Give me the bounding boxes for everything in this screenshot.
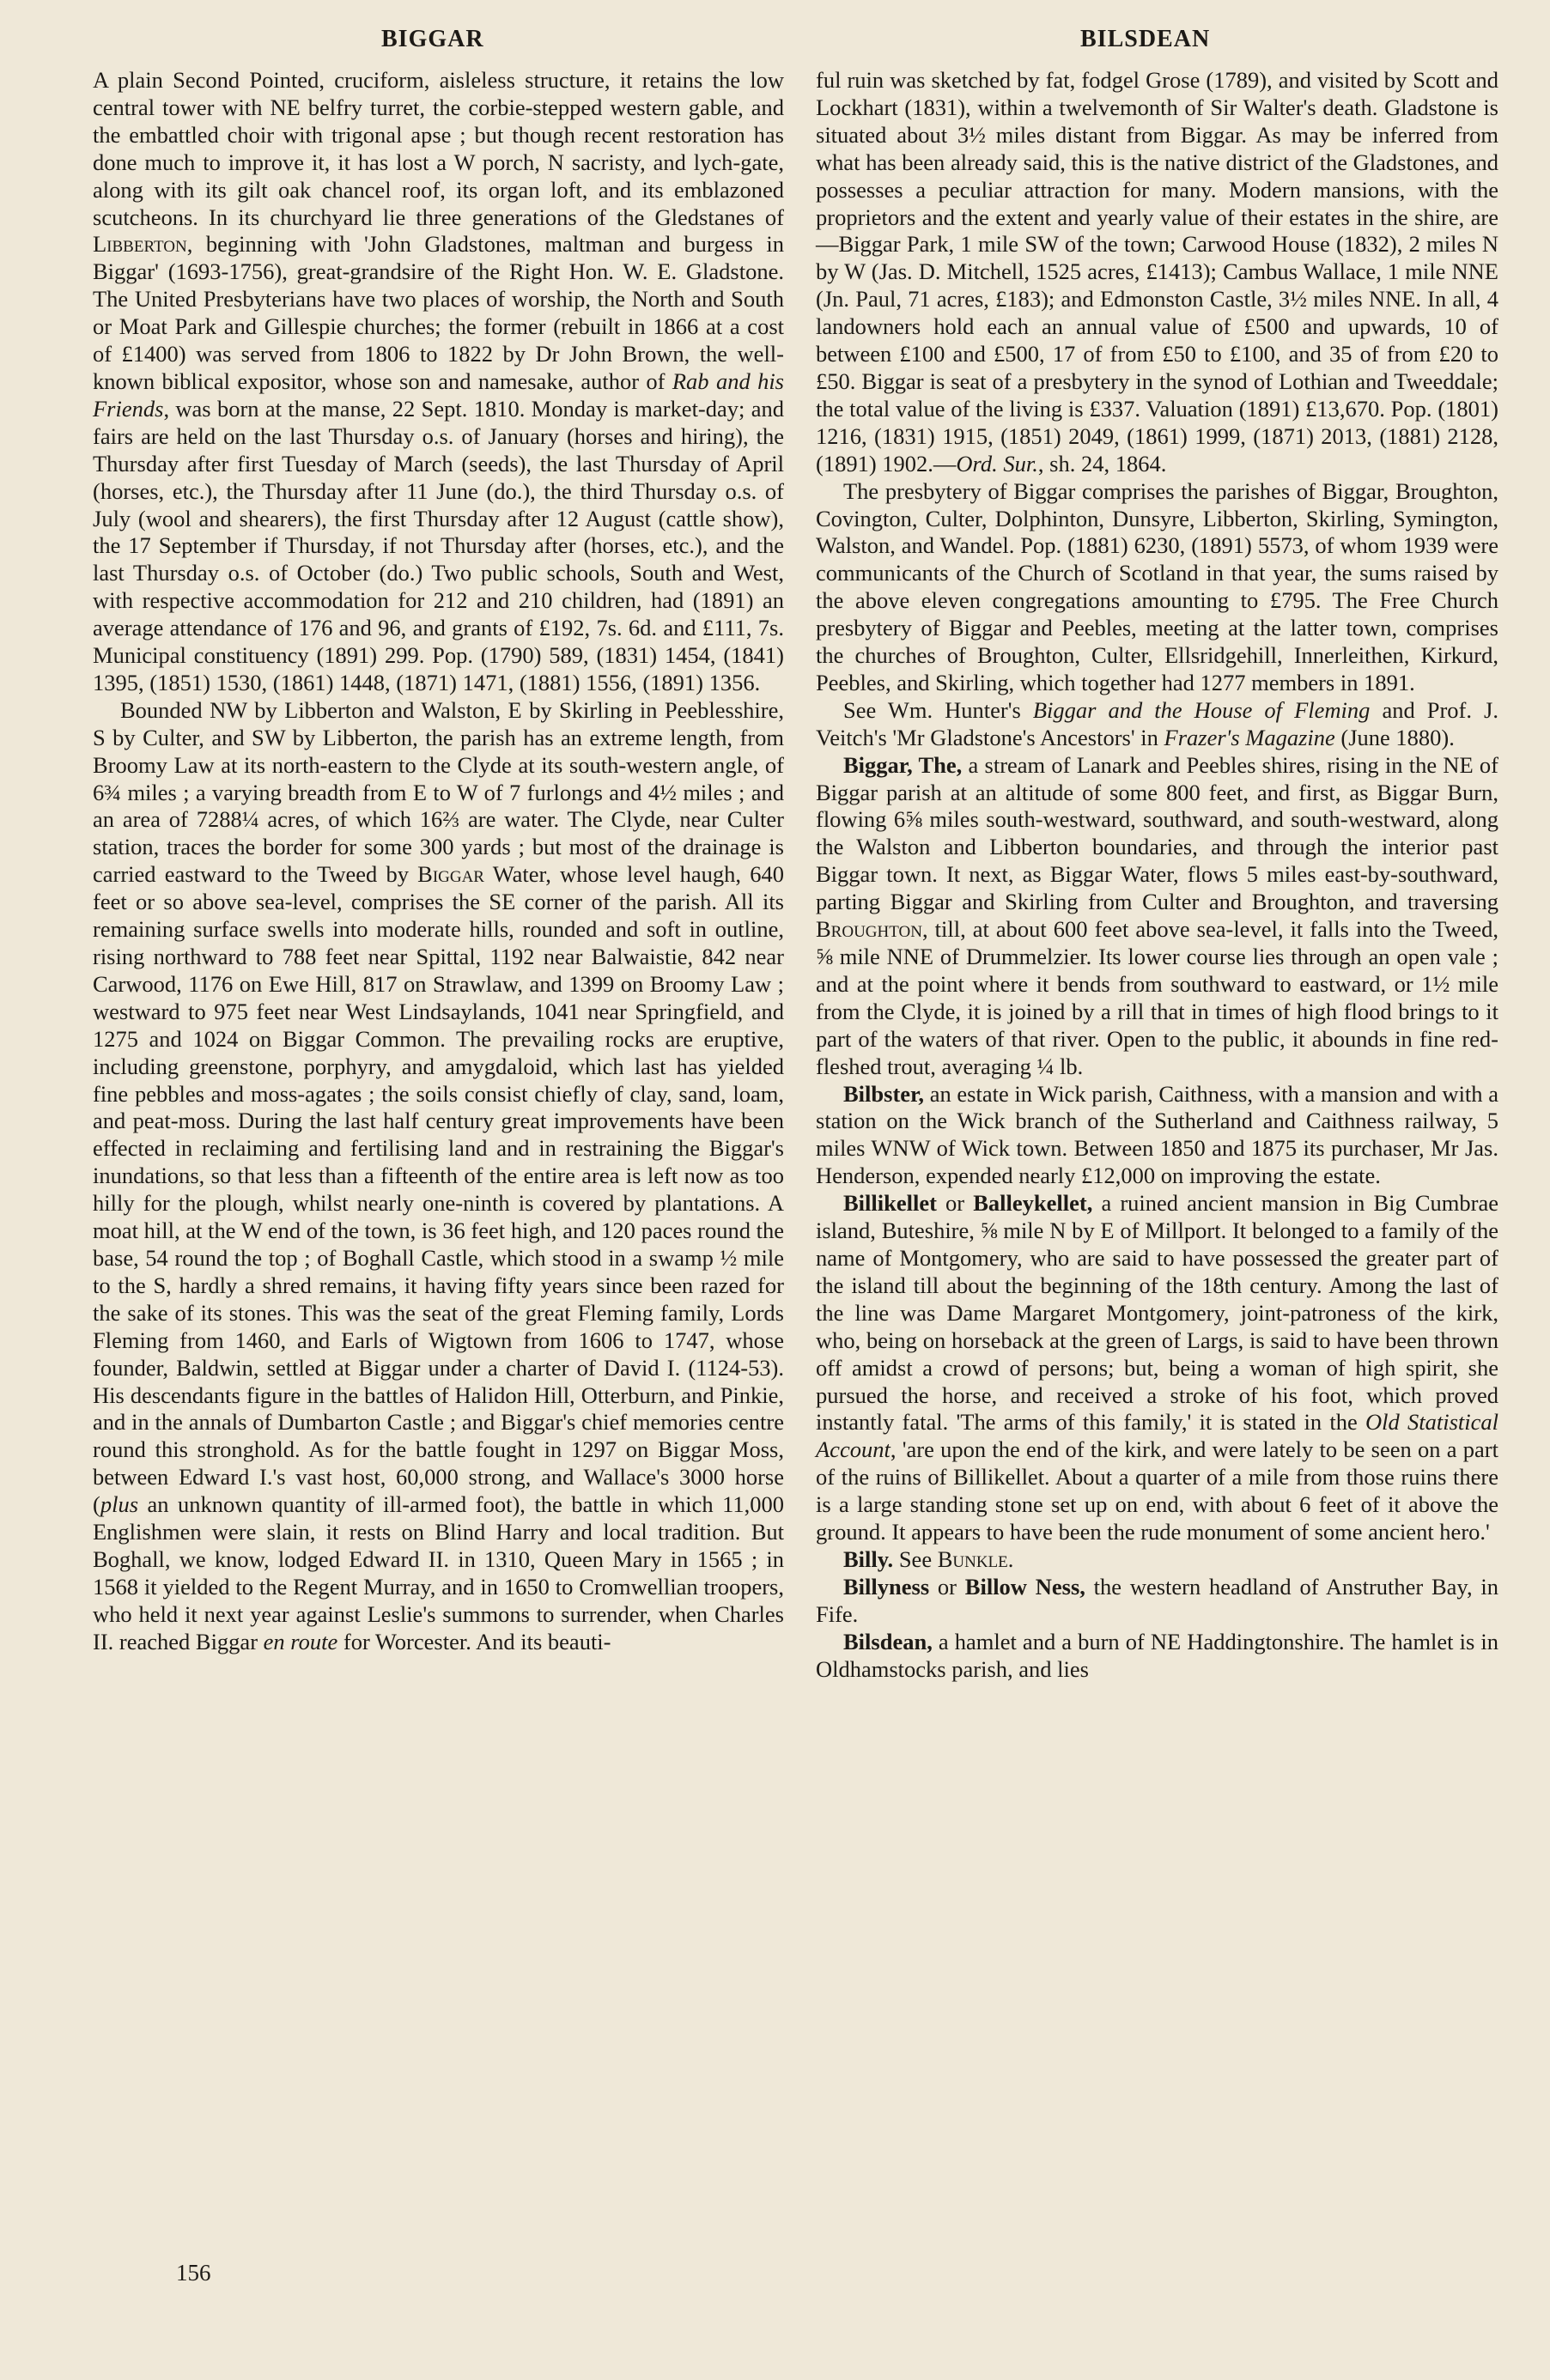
right-column [816, 67, 1498, 1683]
paragraph-parish: Bounded NW by Libberton and Walston, E by Skirling in Peeblesshire, S by Culter, and SW by Libberton, the parish has an extreme length, from Broomy Law at its north-eastern to the Clyde at its south-western angle, of 6¾ miles ; a varying breadth from E to W of 7 furlongs and 4½ miles ; and an area of 7288¼ acres, of which 16⅔ are water. The Clyde, near Culter station, traces the border for some 300 yards ; but most of the drainage is carried eastward to the Tweed by Biggar Water, whose level haugh, 640 feet or so above sea-level, comprises the SE corner of the parish. All its remaining surface swells into moderate hills, rounded and soft in outline, rising northward to 788 feet near Spittal, 1192 near Balwaistie, 842 near Carwood, 1176 on Ewe Hill, 817 on Strawlaw, and 1399 on Broomy Law ; westward to 975 feet near West Lindsaylands, 1041 near Springfield, and 1275 and 1024 on Biggar Common. The prevailing rocks are eruptive, including greenstone, porphyry, and amygdaloid, which last has yielded fine pebbles and moss-agates ; the soils consist chiefly of clay, sand, loam, and peat-moss. During the last half century great improvements have been effected in reclaiming and fertilising land and in restraining the Biggar's inundations, so that less than a fifteenth of the entire area is left now as too hilly for the plough, whilst nearly one-ninth is covered by plantations. A moat hill, at the W end of the town, is 36 feet high, and 120 paces round the base, 54 round the top ; of Boghall Castle, which stood in a swamp ½ mile to the S, hardly a shred remains, it having fifty years since been razed for the sake of its stones. This was the seat of the great Fleming family, Lords Fleming from 1460, and Earls of Wigtown from 1606 to 1747, whose founder, Baldwin, settled at Biggar under a charter of David I. (1124-53). His descendants figure in the battles of Halidon Hill, Otterburn, and Pinkie, and in the annals of Dumbarton Castle ; and Biggar's chief memories centre round this stronghold. As for the battle fought in 1297 on Biggar Moss, between Edward I.'s vast host, 60,000 strong, and Wallace's 3000 horse (plus an unknown quantity of ill-armed foot), the battle in which 11,000 Englishmen were slain, it rests on Blind Harry and local tradition. But Boghall, we know, lodged Edward II. in 1310, Queen Mary in 1565 ; in 1568 it yielded to the Regent Murray, and in 1650 to Cromwellian troopers, who held it next year against Leslie's summons to surrender, when Charles II. reached Biggar en route for Worcester. And its beauti- [93, 696, 784, 1654]
entry-billyness: Billyness or Billow Ness, the western headland of Anstruther Bay, in Fife. [816, 1573, 1498, 1627]
paragraph-church: A plain Second Pointed, cruciform, aisleless structure, it retains the low central tower with NE belfry turret, the corbie-stepped western gable, and the embattled choir with trigonal apse ; but though recent restoration has done much to improve it, it has lost a W porch, N sacristy, and lych-gate, along with its gilt oak chancel roof, its organ loft, and its emblazoned scutcheons. In its churchyard lie three generations of the Gledstanes of Libberton, beginning with 'John Gladstones, maltman and burgess in Biggar' (1693-1756), great-grandsire of the Right Hon. W. E. Gladstone. The United Presbyterians have two places of worship, the North and South or Moat Park and Gillespie churches; the former (rebuilt in 1866 at a cost of £1400) was served from 1806 to 1822 by Dr John Brown, the well-known biblical expositor, whose son and namesake, author of Rab and his Friends, was born at the manse, 22 Sept. 1810. Monday is market-day; and fairs are held on the last Thursday o.s. of January (horses and hiring), the Thursday after first Tuesday of March (seeds), the last Thursday of April (horses, etc.), the Thursday after 11 June (do.), the third Thursday o.s. of July (wool and shearers), the first Thursday after 12 August (cattle show), the 17 September if Thursday, if not Thursday after (horses, etc.), and the last Thursday o.s. of October (do.) Two public schools, South and West, with respective accommodation for 212 and 210 children, had (1891) an average attendance of 176 and 96, and grants of £192, 7s. 6d. and £111, 7s. Municipal constituency (1891) 299. Pop. (1790) 589, (1831) 1454, (1841) 1395, (1851) 1530, (1861) 1448, (1871) 1471, (1881) 1556, (1891) 1356. [93, 67, 784, 695]
entry-billy: Billy. See Bunkle. [843, 1545, 1014, 1572]
entry-billikellet: Billikellet or Balleykellet, a ruined ancient mansion in Big Cumbrae island, Buteshire, ⅝ mile N by E of Millport. It belonged to a family of the name of Montgomery, who are said to have possessed the greater part of the island till about the beginning of the 18th century. Among the last of the line was Dame Margaret Montgomery, joint-patroness of the kirk, who, being on horseback at the green of Largs, is said to have been thrown off amidst a crowd of persons; but, being a woman of high spirit, she pursued the horse, and received a stroke of his foot, which proved instantly fatal. 'The arms of this family,' it is stated in the Old Statistical Account, 'are upon the end of the kirk, and were lately to be seen on a part of the ruins of Billikellet. About a quarter of a mile from those ruins there is a large standing stone set up on end, with about 6 feet of it above the ground. It appears to have been the rude monument of some ancient hero.' [816, 1190, 1499, 1545]
left-column [93, 67, 784, 1656]
running-head-left: BIGGAR [381, 26, 484, 52]
paragraph-continuation: ful ruin was sketched by fat, fodgel Grose (1789), and visited by Scott and Lockhart (1831), within a twelvemonth of Sir Walter's death. Gladstone is situated about 3½ miles distant from Biggar. As may be inferred from what has been already said, this is the native district of the Gladstones, and possesses a peculiar attraction for many. Modern mansions, with the proprietors and the extent and yearly value of their estates in the shire, are—Biggar Park, 1 mile SW of the town; Carwood House (1832), 2 miles N by W (Jas. D. Mitchell, 1525 acres, £1413); Cambus Wallace, 1 mile NNE (Jn. Paul, 71 acres, £183); and Edmonston Castle, 3½ miles NNE. In all, 4 landowners hold each an annual value of £500 and upwards, 10 of between £100 and £500, 17 of from £50 to £100, and 35 of from £20 to £50. Biggar is seat of a presbytery in the synod of Lothian and Tweeddale; the total value of the living is £337. Valuation (1891) £13,670. Pop. (1801) 1216, (1831) 1915, (1851) 2049, (1861) 1999, (1871) 2013, (1881) 2128, (1891) 1902.—Ord. Sur., sh. 24, 1864. [816, 67, 1498, 477]
entry-bilbster: Bilbster, an estate in Wick parish, Caithness, with a mansion and with a station on the Wick branch of the Sutherland and Caithness railway, 5 miles WNW of Wick town. Between 1850 and 1875 its purchaser, Mr Jas. Henderson, expended nearly £12,000 on improving the estate. [816, 1080, 1498, 1189]
entry-biggar-the: Biggar, The, a stream of Lanark and Peebles shires, rising in the NE of Biggar parish at an altitude of some 800 feet, and first, as Biggar Burn, flowing 6⅝ miles south-westward, southward, and south-westward, along the Walston and Libberton boundaries, and through the interior past Biggar town. It next, as Biggar Water, flows 5 miles east-by-southward, parting Biggar and Skirling from Culter and Broughton, and traversing Broughton, till, at about 600 feet above sea-level, it falls into the Tweed, ⅝ mile NNE of Drummelzier. Its lower course lies through an open vale ; and at the point where it bends from southward to eastward, or 1½ mile from the Clyde, it is joined by a rill that in times of high flood brings to it part of the waters of that river. Open to the public, it abounds in fine red-fleshed trout, averaging ¼ lb. [816, 751, 1498, 1079]
page-number: 156 [176, 2260, 211, 2286]
paragraph-references: See Wm. Hunter's Biggar and the House of Fleming and Prof. J. Veitch's 'Mr Gladstone's Ancestors' in Frazer's Magazine (June 1880). [816, 696, 1498, 750]
entry-bilsdean: Bilsdean, a hamlet and a burn of NE Haddingtonshire. The hamlet is in Oldhamstocks parish, and lies [816, 1628, 1498, 1682]
running-head-right: BILSDEAN [1080, 26, 1211, 52]
paragraph-presbytery: The presbytery of Biggar comprises the parishes of Biggar, Broughton, Covington, Culter, Dolphinton, Dunsyre, Libberton, Skirling, Symington, Walston, and Wandel. Pop. (1881) 6230, (1891) 5573, of whom 1939 were communicants of the Church of Scotland in that year, the sums raised by the above eleven congregations amounting to £795. The Free Church presbytery of Biggar and Peebles, meeting at the latter town, comprises the churches of Broughton, Culter, Ellsridgehill, Innerleithen, Kirkurd, Peebles, and Skirling, which together had 1277 members in 1891. [816, 477, 1498, 695]
